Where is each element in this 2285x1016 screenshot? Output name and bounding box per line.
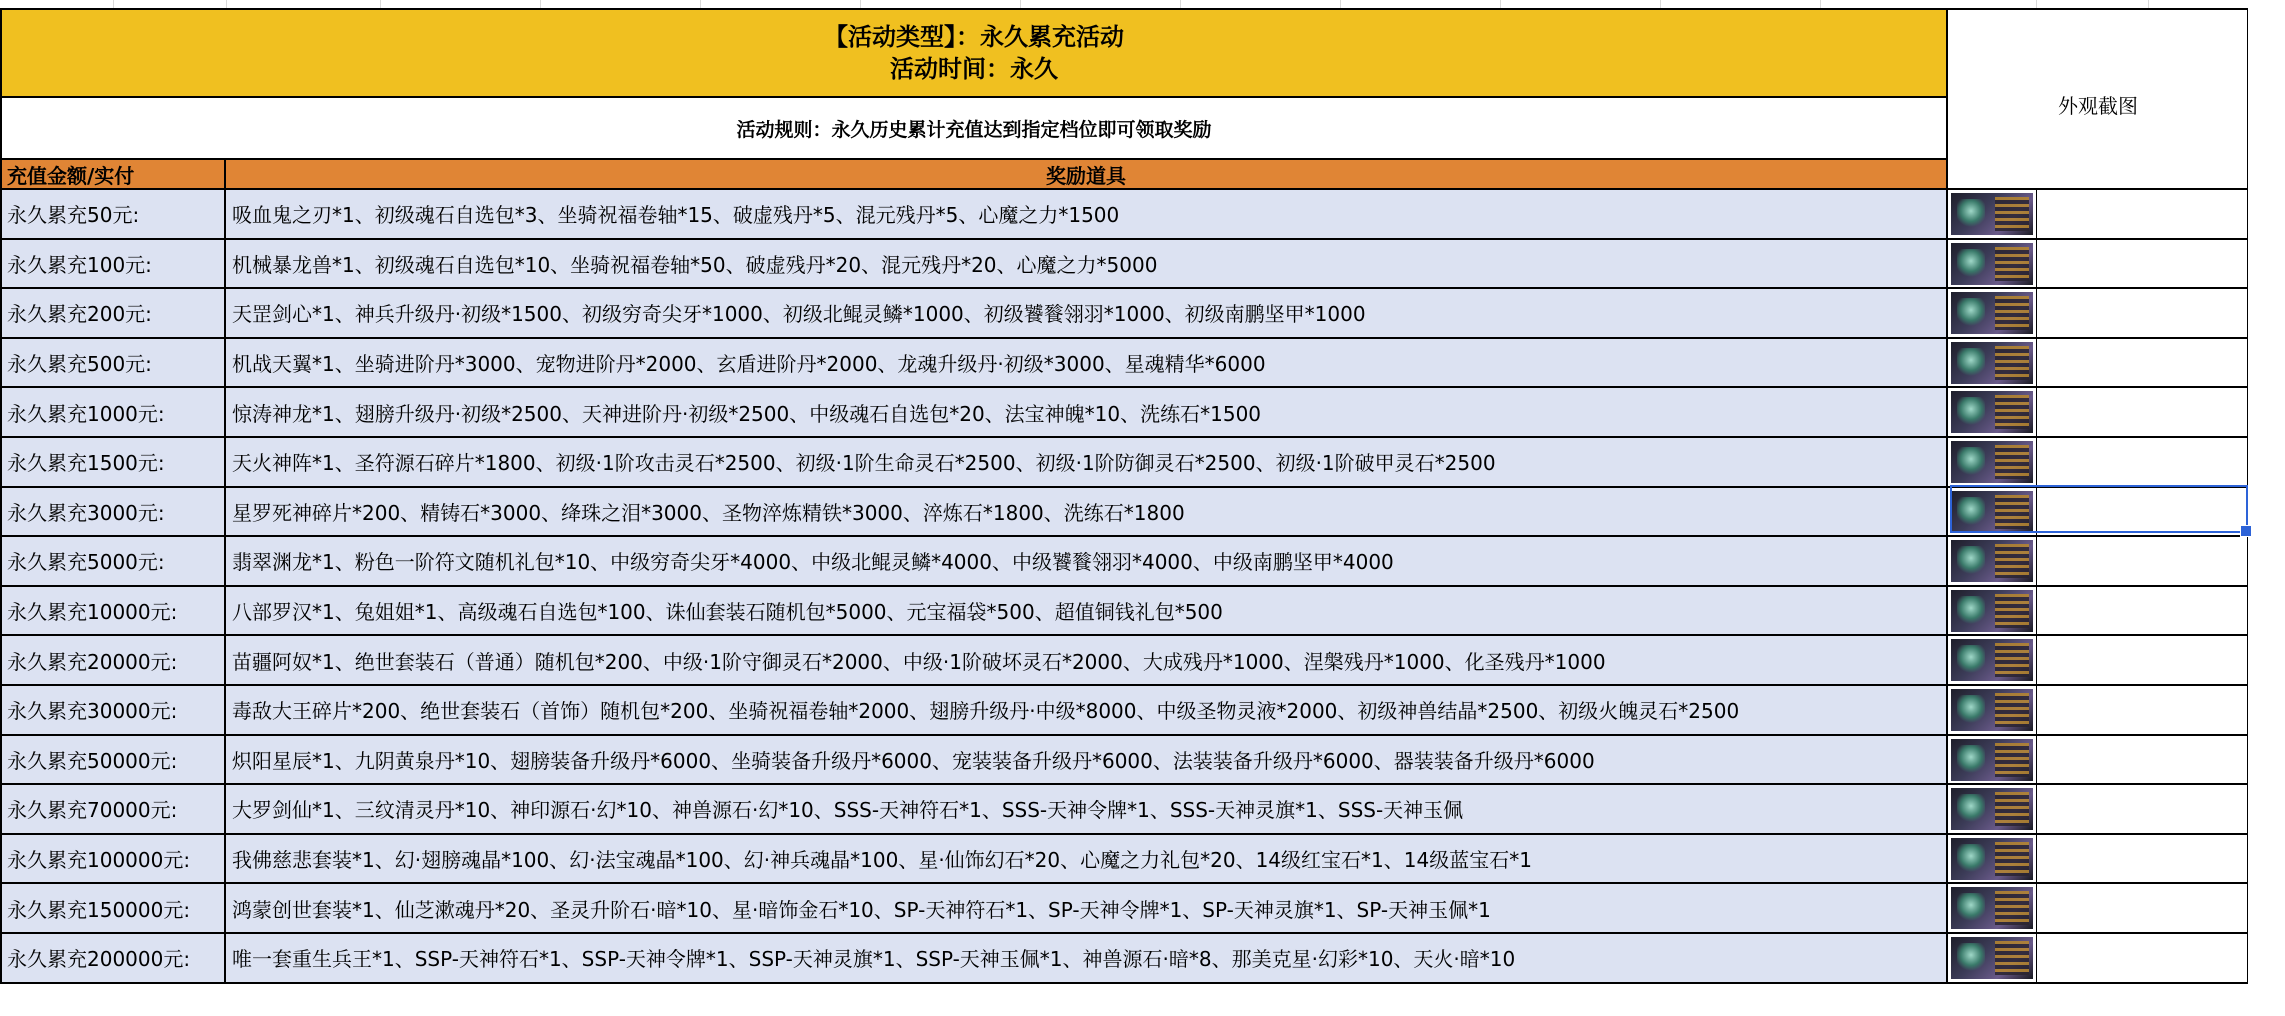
reward-cell[interactable]: 鸿蒙创世套装*1、仙芝漱魂丹*20、圣灵升阶石·暗*10、星·暗饰金石*10、SP-天神符石*1、SP-天神令牌*1、SP-天神灵旗*1、SP-天神玉佩*1 bbox=[226, 884, 1948, 934]
screenshot-cell[interactable] bbox=[1948, 686, 2036, 736]
screenshot-cell[interactable] bbox=[1948, 934, 2036, 984]
reward-cell[interactable]: 大罗剑仙*1、三纹清灵丹*10、神印源石·幻*10、神兽源石·幻*10、SSS-天神符石*1、SSS-天神令牌*1、SSS-天神灵旗*1、SSS-天神玉佩 bbox=[226, 785, 1948, 835]
table-row bbox=[0, 537, 2248, 587]
thumbnail-figure bbox=[1957, 695, 1985, 725]
empty-cell[interactable] bbox=[2036, 388, 2248, 438]
thumbnail-panel bbox=[1995, 296, 2029, 330]
amount-cell[interactable]: 永久累充50000元: bbox=[0, 736, 226, 786]
screenshot-header-text: 外观截图 bbox=[2058, 94, 2138, 118]
reward-cell[interactable]: 八部罗汉*1、兔姐姐*1、高级魂石自选包*100、诛仙套装石随机包*5000、元宝福袋*500、超值铜钱礼包*500 bbox=[226, 587, 1948, 637]
table-row bbox=[0, 785, 2248, 835]
amount-cell[interactable]: 永久累充3000元: bbox=[0, 488, 226, 538]
reward-cell[interactable]: 机械暴龙兽*1、初级魂石自选包*10、坐骑祝福卷轴*50、破虚残丹*20、混元残丹*20、心魔之力*5000 bbox=[226, 240, 1948, 290]
screenshot-cell[interactable] bbox=[1948, 636, 2036, 686]
thumbnail-panel bbox=[1995, 544, 2029, 578]
activity-type-title: 【活动类型】：永久累充活动 bbox=[824, 23, 1124, 51]
empty-cell[interactable] bbox=[2036, 339, 2248, 389]
thumbnail-figure bbox=[1957, 596, 1985, 626]
appearance-thumbnail[interactable] bbox=[1951, 788, 2033, 830]
amount-cell[interactable]: 永久累充20000元: bbox=[0, 636, 226, 686]
empty-cell[interactable] bbox=[2036, 686, 2248, 736]
thumbnail-panel bbox=[1995, 743, 2029, 777]
activity-title-cell[interactable] bbox=[0, 8, 1948, 98]
appearance-thumbnail[interactable] bbox=[1951, 441, 2033, 483]
reward-column-header[interactable] bbox=[226, 160, 1948, 190]
appearance-thumbnail[interactable] bbox=[1951, 639, 2033, 681]
appearance-thumbnail[interactable] bbox=[1951, 838, 2033, 880]
reward-cell[interactable]: 我佛慈悲套装*1、幻·翅膀魂晶*100、幻·法宝魂晶*100、幻·神兵魂晶*100、星·仙饰幻石*20、心魔之力礼包*20、14级红宝石*1、14级蓝宝石*1 bbox=[226, 835, 1948, 885]
activity-time-title: 活动时间：永久 bbox=[890, 55, 1058, 83]
appearance-thumbnail[interactable] bbox=[1951, 689, 2033, 731]
grid-line bbox=[700, 0, 701, 8]
grid-line bbox=[540, 0, 541, 8]
thumbnail-panel bbox=[1995, 941, 2029, 975]
appearance-thumbnail[interactable] bbox=[1951, 292, 2033, 334]
amount-cell[interactable]: 永久累充100000元: bbox=[0, 835, 226, 885]
reward-cell[interactable]: 星罗死神碎片*200、精铸石*3000、绛珠之泪*3000、圣物淬炼精铁*3000、淬炼石*1800、洗练石*1800 bbox=[226, 488, 1948, 538]
amount-column-header[interactable] bbox=[0, 160, 226, 190]
table-row bbox=[0, 587, 2248, 637]
screenshot-cell[interactable] bbox=[1948, 537, 2036, 587]
grid-line bbox=[1500, 0, 1501, 8]
grid-line bbox=[1660, 0, 1661, 8]
thumbnail-figure bbox=[1957, 794, 1985, 824]
thumbnail-panel bbox=[1995, 247, 2029, 281]
appearance-thumbnail[interactable] bbox=[1951, 887, 2033, 929]
grid-line bbox=[2036, 0, 2037, 8]
reward-cell[interactable]: 天火神阵*1、圣符源石碎片*1800、初级·1阶攻击灵石*2500、初级·1阶生命灵石*2500、初级·1阶防御灵石*2500、初级·1阶破甲灵石*2500 bbox=[226, 438, 1948, 488]
amount-cell[interactable]: 永久累充50元: bbox=[0, 190, 226, 240]
thumbnail-figure bbox=[1957, 447, 1985, 477]
thumbnail-panel bbox=[1995, 445, 2029, 479]
screenshot-cell[interactable] bbox=[1948, 289, 2036, 339]
grid-line bbox=[860, 0, 861, 8]
screenshot-cell[interactable] bbox=[1948, 190, 2036, 240]
empty-cell[interactable] bbox=[2036, 438, 2248, 488]
thumbnail-figure bbox=[1957, 645, 1985, 675]
empty-cell[interactable] bbox=[2036, 636, 2248, 686]
table-row bbox=[0, 934, 2248, 984]
table-row bbox=[0, 736, 2248, 786]
table-row bbox=[0, 438, 2248, 488]
appearance-thumbnail[interactable] bbox=[1951, 193, 2033, 235]
thumbnail-panel bbox=[1995, 842, 2029, 876]
table-row bbox=[0, 240, 2248, 290]
thumbnail-figure bbox=[1957, 943, 1985, 973]
screenshot-cell[interactable] bbox=[1948, 388, 2036, 438]
thumbnail-panel bbox=[1995, 346, 2029, 380]
appearance-thumbnail[interactable] bbox=[1951, 391, 2033, 433]
thumbnail-panel bbox=[1995, 594, 2029, 628]
table-row bbox=[0, 388, 2248, 438]
table-row bbox=[0, 289, 2248, 339]
appearance-thumbnail[interactable] bbox=[1951, 243, 2033, 285]
empty-cell[interactable] bbox=[2036, 289, 2248, 339]
empty-cell[interactable] bbox=[2036, 190, 2248, 240]
grid-line bbox=[113, 0, 114, 8]
reward-cell[interactable]: 毒敌大王碎片*200、绝世套装石（首饰）随机包*200、坐骑祝福卷轴*2000、翅膀升级丹·中级*8000、中级圣物灵液*2000、初级神兽结晶*2500、初级火魄灵石*2500 bbox=[226, 686, 1948, 736]
table-row bbox=[0, 686, 2248, 736]
screenshot-header-cell[interactable] bbox=[1948, 8, 2248, 190]
table-row bbox=[0, 339, 2248, 389]
screenshot-cell[interactable] bbox=[1948, 835, 2036, 885]
table-row bbox=[0, 835, 2248, 885]
fill-handle[interactable] bbox=[2240, 525, 2252, 537]
appearance-thumbnail[interactable] bbox=[1951, 739, 2033, 781]
reward-cell[interactable]: 翡翠渊龙*1、粉色一阶符文随机礼包*10、中级穷奇尖牙*4000、中级北鲲灵鳞*4000、中级饕餮翎羽*4000、中级南鹏坚甲*4000 bbox=[226, 537, 1948, 587]
reward-cell[interactable]: 机战天翼*1、坐骑进阶丹*3000、宠物进阶丹*2000、玄盾进阶丹*2000、龙魂升级丹·初级*3000、星魂精华*6000 bbox=[226, 339, 1948, 389]
thumbnail-figure bbox=[1957, 298, 1985, 328]
screenshot-cell[interactable] bbox=[1948, 884, 2036, 934]
empty-cell[interactable] bbox=[2036, 785, 2248, 835]
selected-cell-outline[interactable] bbox=[1950, 485, 2248, 533]
grid-line bbox=[2148, 0, 2149, 8]
screenshot-cell[interactable] bbox=[1948, 785, 2036, 835]
amount-cell[interactable]: 永久累充10000元: bbox=[0, 587, 226, 637]
screenshot-cell[interactable] bbox=[1948, 587, 2036, 637]
table-row bbox=[0, 636, 2248, 686]
thumbnail-figure bbox=[1957, 844, 1985, 874]
appearance-thumbnail[interactable] bbox=[1951, 342, 2033, 384]
amount-cell[interactable]: 永久累充1000元: bbox=[0, 388, 226, 438]
empty-cell[interactable] bbox=[2036, 736, 2248, 786]
amount-cell[interactable]: 永久累充1500元: bbox=[0, 438, 226, 488]
amount-cell[interactable]: 永久累充5000元: bbox=[0, 537, 226, 587]
thumbnail-panel bbox=[1995, 891, 2029, 925]
thumbnail-panel bbox=[1995, 395, 2029, 429]
thumbnail-panel bbox=[1995, 693, 2029, 727]
thumbnail-figure bbox=[1957, 893, 1985, 923]
table-row bbox=[0, 190, 2248, 240]
thumbnail-figure bbox=[1957, 348, 1985, 378]
grid-line bbox=[1340, 0, 1341, 8]
empty-cell[interactable] bbox=[2036, 884, 2248, 934]
thumbnail-panel bbox=[1995, 197, 2029, 231]
table-row bbox=[0, 884, 2248, 934]
activity-rule-cell[interactable] bbox=[0, 98, 1948, 160]
thumbnail-figure bbox=[1957, 397, 1985, 427]
reward-cell[interactable]: 唯一套重生兵王*1、SSP-天神符石*1、SSP-天神令牌*1、SSP-天神灵旗*1、SSP-天神玉佩*1、神兽源石·暗*8、那美克星·幻彩*10、天火·暗*10 bbox=[226, 934, 1948, 984]
amount-cell[interactable]: 永久累充200元: bbox=[0, 289, 226, 339]
reward-cell[interactable]: 惊涛神龙*1、翅膀升级丹·初级*2500、天神进阶丹·初级*2500、中级魂石自选包*20、法宝神魄*10、洗练石*1500 bbox=[226, 388, 1948, 438]
screenshot-cell[interactable] bbox=[1948, 736, 2036, 786]
reward-cell[interactable]: 炽阳星辰*1、九阴黄泉丹*10、翅膀装备升级丹*6000、坐骑装备升级丹*6000、宠装装备升级丹*6000、法装装备升级丹*6000、器装装备升级丹*6000 bbox=[226, 736, 1948, 786]
thumbnail-figure bbox=[1957, 745, 1985, 775]
thumbnail-panel bbox=[1995, 643, 2029, 677]
amount-cell[interactable]: 永久累充30000元: bbox=[0, 686, 226, 736]
amount-cell[interactable]: 永久累充150000元: bbox=[0, 884, 226, 934]
amount-cell[interactable]: 永久累充100元: bbox=[0, 240, 226, 290]
amount-header-text: 充值金额/实付 bbox=[7, 163, 135, 188]
grid-line bbox=[1820, 0, 1821, 8]
reward-header-text: 奖励道具 bbox=[1046, 163, 1126, 188]
empty-cell[interactable] bbox=[2036, 240, 2248, 290]
appearance-thumbnail[interactable] bbox=[1951, 937, 2033, 979]
thumbnail-figure bbox=[1957, 546, 1985, 576]
empty-cell[interactable] bbox=[2036, 835, 2248, 885]
thumbnail-panel bbox=[1995, 792, 2029, 826]
appearance-thumbnail[interactable] bbox=[1951, 540, 2033, 582]
thumbnail-figure bbox=[1957, 199, 1985, 229]
thumbnail-figure bbox=[1957, 249, 1985, 279]
empty-cell[interactable] bbox=[2036, 934, 2248, 984]
grid-line bbox=[226, 0, 227, 8]
amount-cell[interactable]: 永久累充200000元: bbox=[0, 934, 226, 984]
grid-line bbox=[1020, 0, 1021, 8]
amount-cell[interactable]: 永久累充500元: bbox=[0, 339, 226, 389]
amount-cell[interactable]: 永久累充70000元: bbox=[0, 785, 226, 835]
reward-cell[interactable]: 吸血鬼之刃*1、初级魂石自选包*3、坐骑祝福卷轴*15、破虚残丹*5、混元残丹*5、心魔之力*1500 bbox=[226, 190, 1948, 240]
reward-cell[interactable]: 天罡剑心*1、神兵升级丹·初级*1500、初级穷奇尖牙*1000、初级北鲲灵鳞*1000、初级饕餮翎羽*1000、初级南鹏坚甲*1000 bbox=[226, 289, 1948, 339]
grid-line bbox=[1180, 0, 1181, 8]
reward-cell[interactable]: 苗疆阿奴*1、绝世套装石（普通）随机包*200、中级·1阶守御灵石*2000、中级·1阶破坏灵石*2000、大成残丹*1000、涅槃残丹*1000、化圣残丹*1000 bbox=[226, 636, 1948, 686]
grid-line bbox=[380, 0, 381, 8]
activity-rule-text: 活动规则：永久历史累计充值达到指定档位即可领取奖励 bbox=[736, 118, 1212, 141]
appearance-thumbnail[interactable] bbox=[1951, 590, 2033, 632]
empty-cell[interactable] bbox=[2036, 587, 2248, 637]
screenshot-cell[interactable] bbox=[1948, 339, 2036, 389]
table-row bbox=[0, 488, 2248, 538]
empty-cell[interactable] bbox=[2036, 537, 2248, 587]
screenshot-cell[interactable] bbox=[1948, 438, 2036, 488]
screenshot-cell[interactable] bbox=[1948, 240, 2036, 290]
